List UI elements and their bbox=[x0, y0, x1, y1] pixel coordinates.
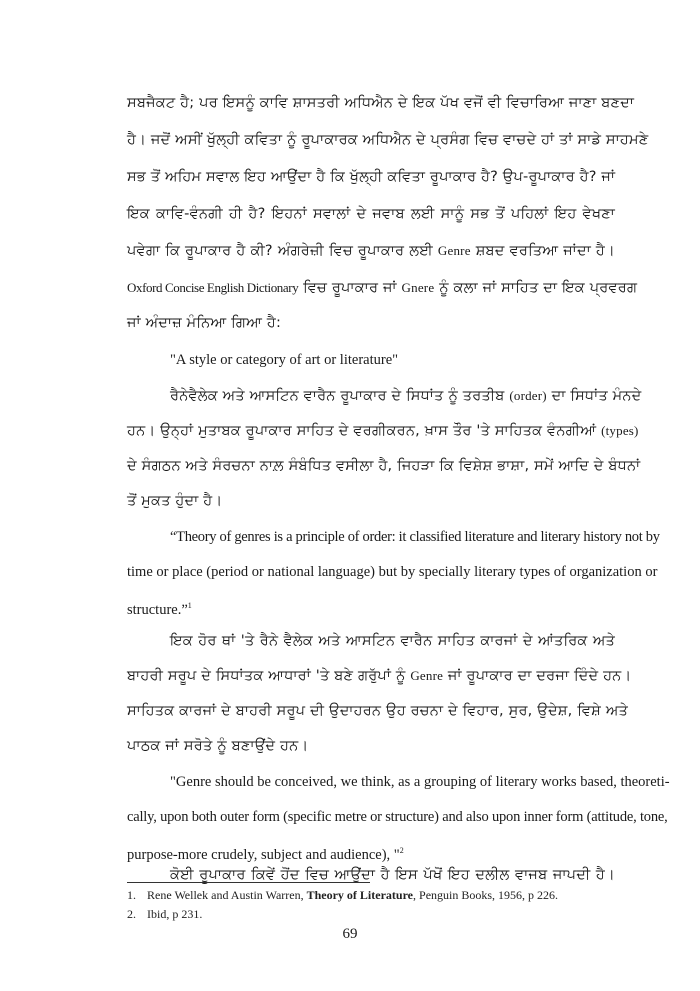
body-line: ਦੇ ਸੰਗਠਨ ਅਤੇ ਸੰਰਚਨਾ ਨਾਲ਼ ਸੰਬੰਧਿਤ ਵਸੀਲਾ ਹੈ, ਜਿਹੜਾ ਕਿ ਵਿਸ਼ੇਸ਼ ਭਾਸ਼ਾ, ਸਮੇਂ ਆਦਿ ਦੇ ਬੰਧਨਾਂ bbox=[127, 458, 641, 474]
block-quote: "A style or category of art or literature" bbox=[170, 352, 399, 368]
dictionary-name: Oxford Concise English Dictionary bbox=[127, 280, 299, 295]
text-span: ਰੈਨੇਵੈਲੇਕ ਅਤੇ ਆਸਟਿਨ ਵਾਰੈਨ ਰੂਪਾਕਾਰ ਦੇ ਸਿਧਾਂਤ ਨੂੰ ਤਰਤੀਬ bbox=[170, 388, 510, 404]
text-span: ਜਾਂ ਰੂਪਾਕਾਰ ਦਾ ਦਰਜਾ ਦਿੰਦੇ ਹਨ। bbox=[443, 668, 632, 684]
body-line bbox=[127, 666, 632, 686]
english-term: (order) bbox=[509, 388, 547, 403]
body-line bbox=[127, 421, 639, 441]
footnote-number: 1. bbox=[127, 888, 136, 902]
body-line bbox=[170, 386, 642, 406]
footnote-ref[interactable]: 2 bbox=[399, 846, 404, 855]
block-quote-line bbox=[127, 841, 615, 865]
block-quote-line: “Theory of genres is a principle of order: it classified literature and literary history not by bbox=[170, 529, 660, 545]
footnote-number: 2. bbox=[127, 907, 136, 921]
footnote-ref[interactable]: 1 bbox=[187, 601, 192, 610]
body-line: ਸਾਹਿਤਕ ਕਾਰਜਾਂ ਦੇ ਬਾਹਰੀ ਸਰੂਪ ਦੀ ਉਦਾਹਰਨ ਉਹ ਰਚਨਾ ਦੇ ਵਿਹਾਰ, ਸੁਰ, ਉਦੇਸ਼, ਵਿਸ਼ੇ ਅਤੇ bbox=[127, 703, 628, 719]
footnote-separator bbox=[127, 882, 370, 883]
text-span: ਦਾ ਸਿਧਾਂਤ ਮੰਨਦੇ bbox=[546, 388, 642, 404]
footnote-text: , Penguin Books, 1956, p 226. bbox=[413, 888, 559, 902]
footnote-text: Ibid, p 231. bbox=[147, 907, 203, 921]
english-term: Genre bbox=[437, 243, 471, 258]
text-span: ਹਨ। ਉਨ੍ਹਾਂ ਮੁਤਾਬਕ ਰੂਪਾਕਾਰ ਸਾਹਿਤ ਦੇ ਵਰਗੀਕਰਨ, ਖ਼ਾਸ ਤੌਰ 'ਤੇ ਸਾਹਿਤਕ ਵੰਨਗੀਆਂ bbox=[127, 423, 602, 439]
body-line: ਕੋਈ ਰੂਪਾਕਾਰ ਕਿਵੇਂ ਹੋਂਦ ਵਿਚ ਆਉਂਦਾ ਹੈ ਇਸ ਪੱਖੋਂ ਇਹ ਦਲੀਲ ਵਾਜਬ ਜਾਪਦੀ ਹੈ। bbox=[170, 867, 615, 883]
text-span: ਵਿਚ ਰੂਪਾਕਾਰ ਜਾਂ bbox=[298, 280, 402, 296]
body-line bbox=[127, 278, 638, 298]
body-line: ਜਾਂ ਅੰਦਾਜ਼ ਮੰਨਿਆ ਗਿਆ ਹੈ: bbox=[127, 315, 282, 331]
body-line bbox=[127, 241, 615, 261]
text-span: ਨੂੰ ਕਲਾ ਜਾਂ ਸਾਹਿਤ ਦਾ ਇਕ ਪ੍ਰਵਰਗ bbox=[434, 280, 638, 296]
english-term: Gnere bbox=[401, 280, 435, 295]
text-span: ਪਵੇਗਾ ਕਿ ਰੂਪਾਕਾਰ ਹੈ ਕੀ? ਅੰਗਰੇਜ਼ੀ ਵਿਚ ਰੂਪਾਕਾਰ ਲਈ bbox=[127, 243, 438, 259]
text-span: ਸ਼ਬਦ ਵਰਤਿਆ ਜਾਂਦਾ ਹੈ। bbox=[470, 243, 616, 259]
block-quote-line: cally, upon both outer form (specific metre or structure) and also upon inner form (attitude, tone, bbox=[127, 809, 668, 825]
body-line: ਸਬਜੈਕਟ ਹੈ; ਪਰ ਇਸਨੂੰ ਕਾਵਿ ਸ਼ਾਸਤਰੀ ਅਧਿਐਨ ਦੇ ਇਕ ਪੱਖ ਵਜੋਂ ਵੀ ਵਿਚਾਰਿਆ ਜਾਣਾ ਬਣਦਾ bbox=[127, 95, 635, 111]
body-line: ਇਕ ਕਾਵਿ-ਵੰਨਗੀ ਹੀ ਹੈ? ਇਹਨਾਂ ਸਵਾਲਾਂ ਦੇ ਜਵਾਬ ਲਈ ਸਾਨੂੰ ਸਭ ਤੋਂ ਪਹਿਲਾਂ ਇਹ ਵੇਖਣਾ bbox=[127, 206, 615, 222]
body-line: ਪਾਠਕ ਜਾਂ ਸਰੋਤੇ ਨੂੰ ਬਣਾਉਂਦੇ ਹਨ। bbox=[127, 738, 309, 754]
body-line: ਸਭ ਤੋਂ ਅਹਿਮ ਸਵਾਲ ਇਹ ਆਉਂਦਾ ਹੈ ਕਿ ਖੁੱਲ੍ਹੀ ਕਵਿਤਾ ਰੂਪਾਕਾਰ ਹੈ? ਉਪ-ਰੂਪਾਕਾਰ ਹੈ? ਜਾਂ bbox=[127, 169, 616, 185]
text-span: structure.” bbox=[127, 601, 188, 618]
book-title: Theory of Literature bbox=[306, 888, 414, 902]
footnote-text: Rene Wellek and Austin Warren, bbox=[147, 888, 307, 902]
body-line: ਤੋਂ ਮੁਕਤ ਹੁੰਦਾ ਹੈ। bbox=[127, 493, 223, 509]
english-term: (types) bbox=[601, 423, 639, 438]
footnote bbox=[127, 887, 558, 903]
block-quote-line: "Genre should be conceived, we think, as a grouping of literary works based, theoreti- bbox=[170, 774, 670, 790]
block-quote-line bbox=[127, 596, 615, 620]
block-quote-line: time or place (period or national language) but by specially literary types of organization or bbox=[127, 564, 658, 580]
body-line: ਹੈ। ਜਦੋਂ ਅਸੀਂ ਖੁੱਲ੍ਹੀ ਕਵਿਤਾ ਨੂੰ ਰੂਪਾਕਾਰਕ ਅਧਿਐਨ ਦੇ ਪ੍ਰਸੰਗ ਵਿਚ ਵਾਚਦੇ ਹਾਂ ਤਾਂ ਸਾਡੇ ਸਾਹਮਣੇ bbox=[127, 132, 649, 148]
footnote bbox=[127, 906, 202, 922]
body-line: ਇਕ ਹੋਰ ਥਾਂ 'ਤੇ ਰੈਨੇ ਵੈਲੇਕ ਅਤੇ ਆਸਟਿਨ ਵਾਰੈਨ ਸਾਹਿਤ ਕਾਰਜਾਂ ਦੇ ਆਂਤਰਿਕ ਅਤੇ bbox=[170, 633, 615, 649]
page-number: 69 bbox=[342, 926, 358, 942]
text-span: purpose-more crudely, subject and audience), " bbox=[127, 846, 400, 863]
english-term: Genre bbox=[410, 668, 444, 683]
text-span: ਬਾਹਰੀ ਸਰੂਪ ਦੇ ਸਿਧਾਂਤਕ ਆਧਾਰਾਂ 'ਤੇ ਬਣੇ ਗਰੁੱਪਾਂ ਨੂੰ bbox=[127, 668, 411, 684]
